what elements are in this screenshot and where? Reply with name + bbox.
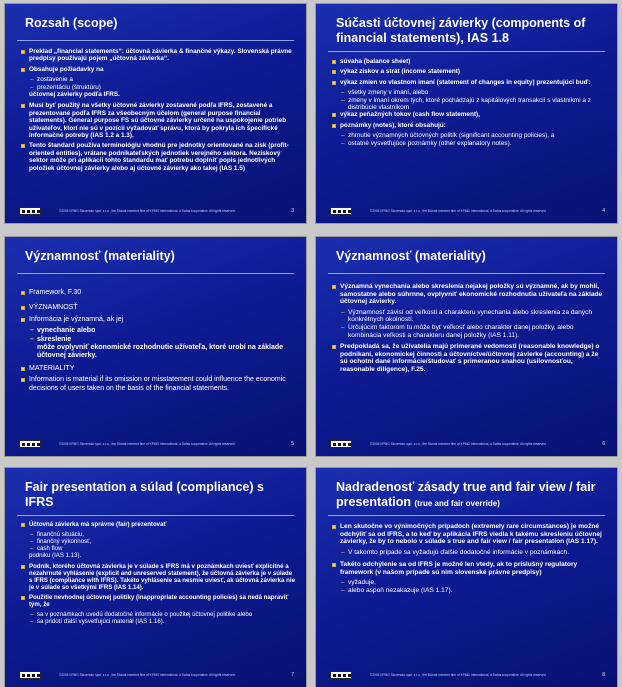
kpmg-logo (330, 207, 352, 215)
bullet: VÝZNAMNOSŤ (21, 304, 295, 312)
title-divider (328, 273, 605, 274)
sub-bullet: – všetky zmeny v imaní, alebo (332, 89, 606, 96)
slide-title: Rozsah (scope) (25, 16, 118, 30)
slide-8 (316, 468, 617, 687)
page-number: 8 (602, 672, 605, 678)
title-divider (17, 40, 294, 41)
sub-bullet: – finančný výkonnosť, (21, 538, 295, 545)
slide-title-main: Nadradenosť zásady true and fair view / fair presentation (336, 480, 596, 509)
bullet: Framework, F.30 (21, 289, 295, 297)
bullet-continuation: môže ovplyvniť ekonomické rozhodnutie užívateľa, ktoré urobí na základe účtovnej závierky. (37, 344, 284, 360)
sub-bullet: – Určujúcim faktorom tu môže byť veľkosť alebo charakter danej položky, alebo kombinácia veľkosti a charakteru danej položky (IAS 1.11). (332, 324, 606, 339)
slide-title: Významnosť (materiality) (25, 249, 175, 263)
slide-body (332, 283, 606, 377)
copyright: ©2005 KPMG Slovensko spol. s r.o., the Slovak member firm of KPMG International, a Swiss cooperative. All rights reserved. (59, 673, 236, 677)
bullet: Významná vynechania alebo skreslenia nejakej položky sú významné, ak by mohli, samostatne alebo súhrnne, ovplyvniť ekonomické rozhodnutia užívateľa na základe účtovnej závierky. (332, 283, 606, 306)
sub-bullet: – zostavenie a (21, 76, 295, 83)
page-number: 5 (291, 441, 294, 447)
bullet: Obsahuje požiadavky na (21, 66, 295, 73)
kpmg-logo (19, 207, 41, 215)
page-number: 4 (602, 208, 605, 214)
copyright: ©2005 KPMG Slovensko spol. s r.o., the Slovak member firm of KPMG International, a Swiss cooperative. All rights reserved. (59, 442, 236, 446)
sub-bullet: – sa v poznámkach uvedú dodatočné informácie o použitej účtovnej politike alebo (21, 611, 295, 618)
slide-body (332, 523, 606, 595)
title-divider (17, 515, 294, 516)
bullet: Musí byť použitý na všetky účtovné závierky zostavené podľa IFRS, zostavené a prezentované podľa IFRS za všeobecným účelom (general purpose financial statements). General purpose FS sú účtovné závierky určené na uspokojenie potrieb užívateľov, ktorí nie sú v pozícii vyžadovať správu, ktorá by pokryla ich špecifické informačné potreby (IAS 1.2 a 1.3). (21, 102, 295, 139)
page-number: 3 (291, 208, 294, 214)
slide-title-note: (true and fair override) (414, 499, 500, 508)
slide-7 (5, 468, 306, 687)
kpmg-logo (330, 671, 352, 679)
bullet: Účtovná závierka má správne (fair) prezentovať (21, 521, 295, 528)
slide-footer (330, 207, 605, 216)
kpmg-logo (19, 440, 41, 448)
bullet: Information is material if its omission or misstatement could influence the economic decisions of users taken on the basis of the financial statements. (21, 376, 295, 393)
bullet: súvaha (balance sheet) (332, 58, 606, 65)
sub-bullet: – zmeny v imaní okrem tých, ktoré pochádzajú z kapitálových transakcií s vlastníkmi a z distribúcie vlastníkom (332, 97, 606, 112)
copyright: ©2005 KPMG Slovensko spol. s r.o., the Slovak member firm of KPMG International, a Swiss cooperative. All rights reserved. (59, 209, 236, 213)
sub-bullet: – skreslenie (21, 336, 295, 344)
kpmg-logo (19, 671, 41, 679)
sub-bullet: – prezentáciu (štruktúru) (21, 84, 295, 91)
kpmg-logo (330, 440, 352, 448)
slide-4 (316, 4, 617, 223)
slide-footer (330, 440, 605, 449)
sub-bullet: – V takomto prípade sa vyžadujú ďalšie dodatočné informácie v poznámkach. (332, 549, 606, 557)
bullet: Preklad „financial statements“: účtovná závierka & finančné výkazy. Slovenská právne predpisy používajú pojem „účtovná závierka“. (21, 48, 295, 63)
slide-body (21, 48, 295, 175)
sub-bullet: – Významnosť závisí od veľkosti a charakteru vynechania alebo skreslenia za daných konkrétnych okolností. (332, 309, 606, 324)
slide-title: Súčasti účtovnej závierky (components of financial statements), IAS 1.8 (336, 16, 586, 45)
slide-body (21, 289, 295, 396)
bullet: Informácia je významná, ak jej (21, 316, 295, 324)
bullet: Použitie nevhodnej účtovnej politiky (inappropriate accounting policies) sa nedá napraviť tým, že (21, 594, 295, 608)
slide-3 (5, 4, 306, 223)
bullet: poznámky (notes), ktoré obsahujú: (332, 122, 606, 129)
sub-bullet: – sa pridotí ďalší vysvetľujúci materiál (IAS 1.16). (21, 618, 295, 625)
copyright: ©2005 KPMG Slovensko spol. s r.o., the Slovak member firm of KPMG International, a Swiss cooperative. All rights reserved. (370, 209, 547, 213)
title-divider (328, 51, 605, 52)
bullet-continuation: podniku (IAS 1.13). (29, 552, 82, 559)
bullet: výkaz zmien vo vlastnom imaní (statement of changes in equity) prezentujúci buď: (332, 79, 606, 86)
bullet: Takéto odchýlenie sa od IFRS je možné len vtedy, ak to príslušný regulatory framework (v našom prípade sú nim slovenské právne predpisy) (332, 561, 606, 576)
sub-bullet: – cash flow (21, 545, 295, 552)
sub-bullet: – vynechanie alebo (21, 327, 295, 335)
sub-bullet: – finančnú situáciu, (21, 531, 295, 538)
bullet: Predpokladá sa, že užívatelia majú primerané vedomosti (reasonable knowledge) o podnikaní, ekonomickej činnosti a účtovníctve/účtovnej závierke (accounting) a že sú ochotní dané informácie/študovať s primeranou snahou (usilovnosťou, reasonable diligence), F.25. (332, 343, 606, 373)
slide-body (332, 58, 606, 147)
title-divider (328, 515, 605, 516)
bullet: MATERIALITY (21, 365, 295, 373)
page-number: 7 (291, 672, 294, 678)
slide-6 (316, 237, 617, 456)
slide-footer (19, 671, 294, 680)
copyright: ©2005 KPMG Slovensko spol. s r.o., the Slovak member firm of KPMG International, a Swiss cooperative. All rights reserved. (370, 442, 547, 446)
bullet: Len skutočne vo výnimočných prípadoch (extremely rare circumstances) je možné odchýliť sa od IFRS, a to keď by aplikácia IFRS viedla k takému skresleniu účtovnej závierky, že by to nebolo v súlade s true and fair view / fair presentation (IAS 1.17). (332, 523, 606, 546)
bullet: výkaz ziskov a strát (income statement) (332, 68, 606, 75)
sub-bullet: – vyžaduje, (332, 579, 606, 587)
bullet: výkaz peňažných tokov (cash flow statement), (332, 111, 606, 118)
slide-5 (5, 237, 306, 456)
bullet: Podnik, ktorého účtovná závierka je v súlade s IFRS má v poznámkach uviesť explicitné a nezahrnuté vyhlásenie (explicit and unreserved statement), že účtovná závierka je v súlade s IFRS (compliance with IFRS). Takéto vyhlásenie sa nesmie uviesť, ak účtovná závierka nie je v súlade so všetkými IFRS (IAS 1.14). (21, 563, 295, 591)
slide-footer (19, 440, 294, 449)
sub-bullet: – zhrnutie významných účtovných politík (significant accounting policies), a (332, 132, 606, 139)
copyright: ©2005 KPMG Slovensko spol. s r.o., the Slovak member firm of KPMG International, a Swiss cooperative. All rights reserved. (370, 673, 547, 677)
slide-body (21, 521, 295, 625)
bullet: Tento štandard používa terminológiu vhodnú pre jednotky orientované na zisk (profit-oriented entities), vrátane podnikateľských jednotiek verejného sektora. Neziskový sektor môže pri aplikácii tohto štandardu mať potrebu doplniť popis jednotlivých položiek účtovnej závierky alebo aj účtovné závierky ako takej (IAS 1.5) (21, 142, 295, 172)
sub-bullet: – ostatné vysvetľujúce poznámky (other explanatory notes). (332, 140, 606, 147)
slide-title: Fair presentation a súlad (compliance) s IFRS (25, 480, 264, 509)
title-divider (17, 273, 294, 274)
sub-bullet: – alebo aspoň nezakazuje (IAS 1.17). (332, 587, 606, 595)
bullet-continuation: účtovnej závierky podľa IFRS. (29, 91, 120, 99)
slide-title: Významnosť (materiality) (336, 249, 486, 263)
slide-footer (330, 671, 605, 680)
slide-footer (19, 207, 294, 216)
page-number: 6 (602, 441, 605, 447)
